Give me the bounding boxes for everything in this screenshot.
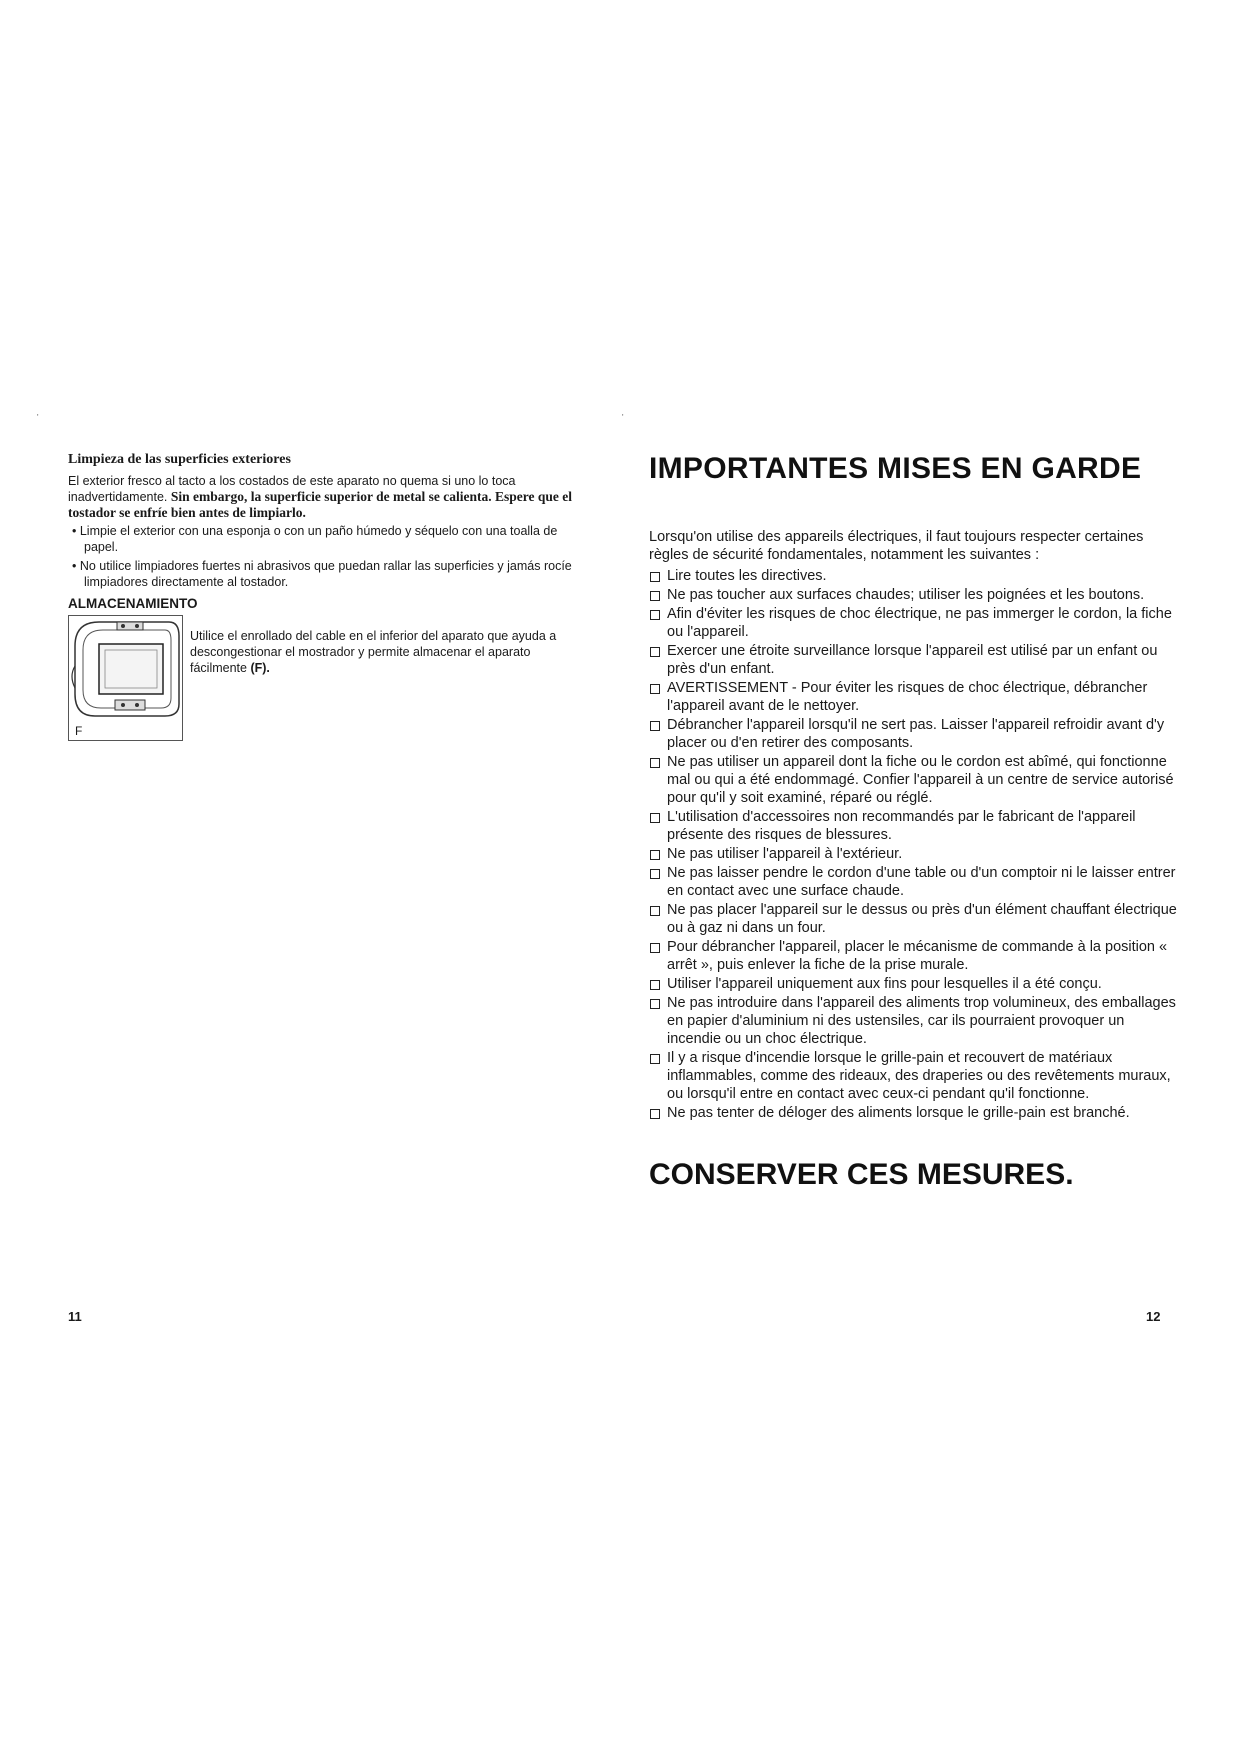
list-item [649,1049,1177,1103]
list-item-text: L'utilisation d'accessoires non recommandés par le fabricant de l'appareil présente des risques de blessures. [667,809,1136,843]
list-item [649,864,1177,900]
list-item: • Limpie el exterior con una esponja o con un paño húmedo y séquelo con una toalla de papel. [68,523,578,555]
list-item [649,679,1177,715]
list-item [649,938,1177,974]
toaster-underside-illustration [69,616,181,720]
list-item-text: Afin d'éviter les risques de choc électrique, ne pas immerger le cordon, la fiche ou l'appareil. [667,606,1172,640]
list-item [649,567,1177,585]
list-item-text: Débrancher l'appareil lorsqu'il ne sert pas. Laisser l'appareil refroidir avant d'y placer ou d'en retirer des composants. [667,717,1165,751]
list-item-text: Ne pas placer l'appareil sur le dessus ou près d'un élément chauffant électrique ou à gaz ni dans un four. [667,902,1177,936]
list-item-text: Utiliser l'appareil uniquement aux fins pour lesquelles il a été conçu. [667,976,1102,992]
list-item [649,845,1177,863]
list-item [649,1104,1177,1122]
list-item-text: Exercer une étroite surveillance lorsque l'appareil est utilisé par un enfant ou près d'un enfant. [667,643,1158,677]
checkbox-icon [650,906,660,916]
crop-mark: ' [37,413,39,422]
list-item-text: Ne pas tenter de déloger des aliments lorsque le grille-pain est branché. [667,1105,1130,1121]
checkbox-icon [650,758,660,768]
list-item-text: AVERTISSEMENT - Pour éviter les risques de choc électrique, débrancher l'appareil avant de le nettoyer. [667,680,1148,714]
cleaning-warning: Sin embargo, la superficie superior de metal se calienta. Espere que el tostador se enfríe bien antes de limpiarlo. [68,489,572,520]
list-item-text: Ne pas laisser pendre le cordon d'une table ou d'un comptoir ni le laisser entrer en contact avec une surface chaude. [667,865,1176,899]
checkbox-icon [650,999,660,1009]
left-page [68,452,578,745]
list-item [649,753,1177,807]
list-item [649,994,1177,1048]
right-page [649,452,1177,1192]
crop-mark: ' [622,413,624,422]
list-item-text: Ne pas utiliser l'appareil à l'extérieur. [667,846,903,862]
checkbox-icon [650,943,660,953]
list-item [649,605,1177,641]
list-item [649,901,1177,937]
page-number-right: 12 [1146,1309,1161,1324]
checkbox-icon [650,980,660,990]
checkbox-icon [650,850,660,860]
list-item [649,975,1177,993]
cleaning-paragraph [68,473,578,521]
checkbox-icon [650,610,660,620]
intro-paragraph: Lorsqu'on utilise des appareils électriques, il faut toujours respecter certaines règles de sécurité fondamentales, notamment les suivantes : [649,529,1144,563]
storage-section [68,615,578,745]
list-item [649,808,1177,844]
list-item [649,642,1177,678]
checkbox-icon [650,1109,660,1119]
cleaning-bullets [68,523,578,590]
checkbox-icon [650,869,660,879]
figure-reference: (F). [250,660,270,675]
page-title: IMPORTANTES MISES EN GARDE [649,452,1142,485]
list-item: • No utilice limpiadores fuertes ni abrasivos que puedan rallar las superficies y jamás rocíe limpiadores directamente al tostador. [68,558,578,590]
page-number-left: 11 [68,1309,82,1324]
list-item-text: Ne pas introduire dans l'appareil des aliments trop volumineux, des emballages en papier d'aluminium ni des ustensiles, car ils pourraient provoquer un incendie ou un choc électrique. [667,995,1176,1047]
storage-heading: ALMACENAMIENTO [68,596,198,611]
list-item-text: Ne pas utiliser un appareil dont la fiche ou le cordon est abîmé, qui fonctionne mal ou qui a été endommagé. Confier l'appareil à un centre de service autorisé pour qu'il y soit examiné, réparé ou réglé. [667,754,1174,806]
checkbox-icon [650,721,660,731]
figure-f [68,615,183,741]
list-item [649,586,1177,604]
list-item-text: Lire toutes les directives. [667,568,827,584]
checkbox-icon [650,591,660,601]
checkbox-icon [650,572,660,582]
cleaning-heading: Limpieza de las superficies exteriores [68,452,291,467]
list-item-text: Il y a risque d'incendie lorsque le grille-pain et recouvert de matériaux inflammables, comme des rideaux, des draperies ou des revêtements muraux, ou lorsqu'il entre en contact avec ceux-ci pendant qu'il fonctionne. [667,1050,1171,1102]
list-item-text: Pour débrancher l'appareil, placer le mécanisme de commande à la position « arrêt », puis enlever la fiche de la prise murale. [667,939,1168,973]
closing-title: CONSERVER CES MESURES. [649,1158,1074,1191]
list-item-text: Ne pas toucher aux surfaces chaudes; utiliser les poignées et les boutons. [667,587,1145,603]
figure-label: F [75,724,83,738]
checkbox-icon [650,1054,660,1064]
checkbox-icon [650,647,660,657]
checkbox-icon [650,684,660,694]
list-item [649,716,1177,752]
safety-list [649,567,1177,1122]
storage-text: Utilice el enrollado del cable en el inferior del aparato que ayuda a descongestionar el mostrador y permite almacenar el aparato fácilmente [190,628,557,675]
storage-paragraph [190,628,570,676]
cleaning-text: El exterior fresco al tacto a los costados de este aparato no quema si uno lo toca inadvertidamente. [68,474,516,504]
checkbox-icon [650,813,660,823]
